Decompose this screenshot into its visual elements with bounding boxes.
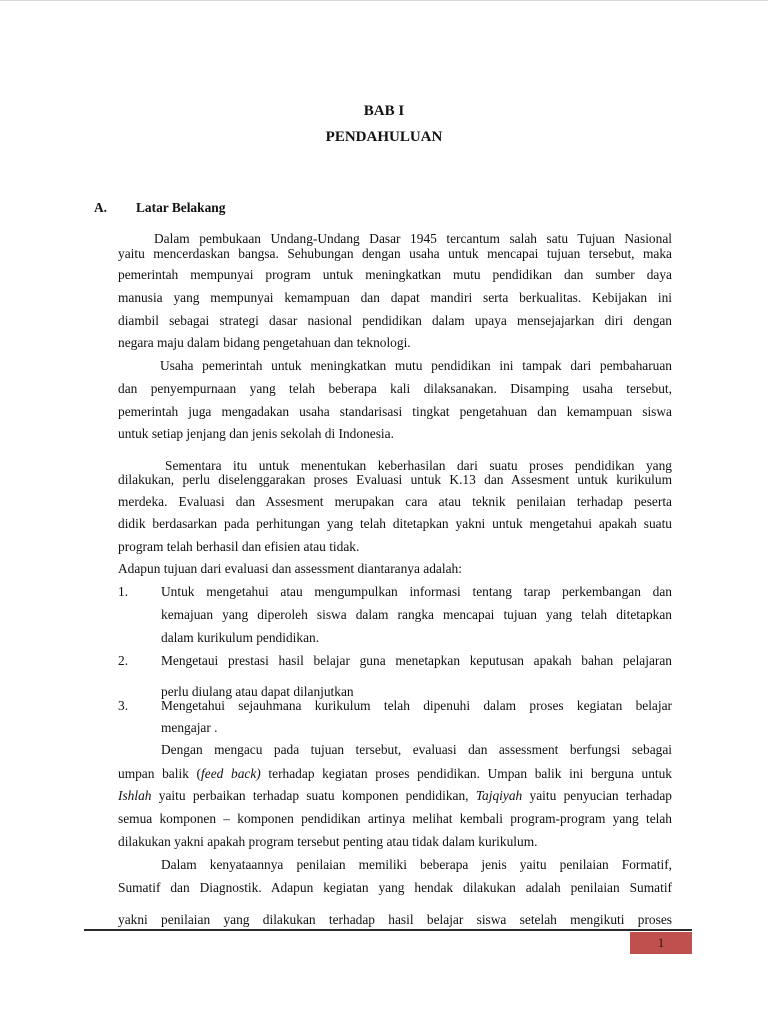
list-item-line: kemajuan yang diperoleh siswa dalam rangka mencapai tujuan yang telah ditetapkan <box>161 607 672 622</box>
page-number: 1 <box>657 935 665 950</box>
text-run: yaitu penyucian terhadap <box>522 788 672 803</box>
list-item-line: perlu diulang atau dapat dilanjutkan <box>161 684 354 699</box>
paragraph-line: Sumatif dan Diagnostik. Adapun kegiatan yang hendak dilakukan adalah penilaian Sumatif <box>118 880 672 895</box>
paragraph-line: Dalam kenyataannya penilaian memiliki beberapa jenis yaitu penilaian Formatif, <box>161 857 672 872</box>
list-item-line: mengajar . <box>161 720 218 735</box>
footer-rule <box>84 929 692 931</box>
section-title: Latar Belakang <box>136 200 226 215</box>
list-item-line: dalam kurikulum pendidikan. <box>161 630 320 645</box>
paragraph-line: Usaha pemerintah untuk meningkatkan mutu pendidikan ini tampak dari pembaharuan <box>160 358 672 373</box>
paragraph-line: manusia yang mempunyai kemampuan dan dapat mandiri serta berkualitas. Kebijakan ini <box>118 290 672 305</box>
list-item-line: Untuk mengetahui atau mengumpulkan informasi tentang tarap perkembangan dan <box>161 584 672 599</box>
paragraph-line: untuk setiap jenjang dan jenis sekolah di Indonesia. <box>118 426 394 441</box>
paragraph-line: Dengan mengacu pada tujuan tersebut, evaluasi dan assessment berfungsi sebagai <box>161 742 672 757</box>
paragraph-line: program telah berhasil dan efisien atau tidak. <box>118 539 360 554</box>
paragraph-line: yakni penilaian yang dilakukan terhadap hasil belajar siswa setelah mengikuti proses <box>118 912 672 927</box>
list-item-number: 3. <box>118 698 129 713</box>
paragraph-line: yaitu mencerdaskan bangsa. Sehubungan dengan usaha untuk mencapai tujuan tersebut, maka <box>118 246 672 261</box>
paragraph-line: dilakukan, perlu diselenggarakan proses Evaluasi untuk K.13 dan Assesment untuk kurikulum <box>118 472 672 487</box>
paragraph-line: Dalam pembukaan Undang-Undang Dasar 1945 tercantum salah satu Tujuan Nasional <box>154 231 672 246</box>
paragraph-line <box>118 788 672 804</box>
paragraph-line: merdeka. Evaluasi dan Assesment merupakan cara atau teknik penilaian terhadap peserta <box>118 494 672 509</box>
paragraph-line: pemerintah mempunyai program untuk meningkatkan mutu pendidikan dan sumber daya <box>118 267 672 282</box>
paragraph-line: didik berdasarkan pada perhitungan yang telah ditetapkan yakni untuk mengetahui apakah suatu <box>118 516 672 531</box>
list-item-line: Mengetahui sejauhmana kurikulum telah dipenuhi dalam proses kegiatan belajar <box>161 698 672 713</box>
paragraph-line: pemerintah juga mengadakan usaha standarisasi tingkat pengetahuan dan kemampuan siswa <box>118 404 672 419</box>
page-top-edge <box>0 0 768 1</box>
paragraph-line: negara maju dalam bidang pengetahuan dan teknologi. <box>118 335 411 350</box>
chapter-number: BAB I <box>363 103 405 119</box>
section-letter: A. <box>94 200 108 215</box>
text-run: umpan balik ( <box>118 766 202 781</box>
italic-term-ishlah: Ishlah <box>118 788 152 803</box>
text-run: terhadap kegiatan proses pendidikan. Umpan balik ini berguna untuk <box>260 766 673 781</box>
italic-term-feed-back: feed back) <box>201 766 261 781</box>
paragraph-line <box>118 766 672 782</box>
list-item-number: 2. <box>118 653 129 668</box>
paragraph-line: dan penyempurnaan yang telah beberapa kali dilaksanakan. Disamping usaha tersebut, <box>118 381 672 396</box>
paragraph-line: Adapun tujuan dari evaluasi dan assessment diantaranya adalah: <box>118 561 462 576</box>
chapter-title: PENDAHULUAN <box>325 129 443 145</box>
paragraph-line: diambil sebagai strategi dasar nasional pendidikan dalam upaya mensejajarkan diri dengan <box>118 313 672 328</box>
list-item-line: Mengetaui prestasi hasil belajar guna menetapkan keputusan apakah bahan pelajaran <box>161 653 672 668</box>
paragraph-line: semua komponen – komponen pendidikan artinya melihat kembali program-program yang telah <box>118 811 672 826</box>
page-number-badge <box>630 932 692 954</box>
list-item-number: 1. <box>118 584 129 599</box>
text-run: yaitu perbaikan terhadap suatu komponen pendidikan, <box>151 788 476 803</box>
paragraph-line: dilakukan yakni apakah program tersebut penting atau tidak dalam kurikulum. <box>118 834 538 849</box>
italic-term-tajqiyah: Tajqiyah <box>475 788 523 803</box>
paragraph-line: Sementara itu untuk menentukan keberhasilan dari suatu proses pendidikan yang <box>165 458 672 473</box>
